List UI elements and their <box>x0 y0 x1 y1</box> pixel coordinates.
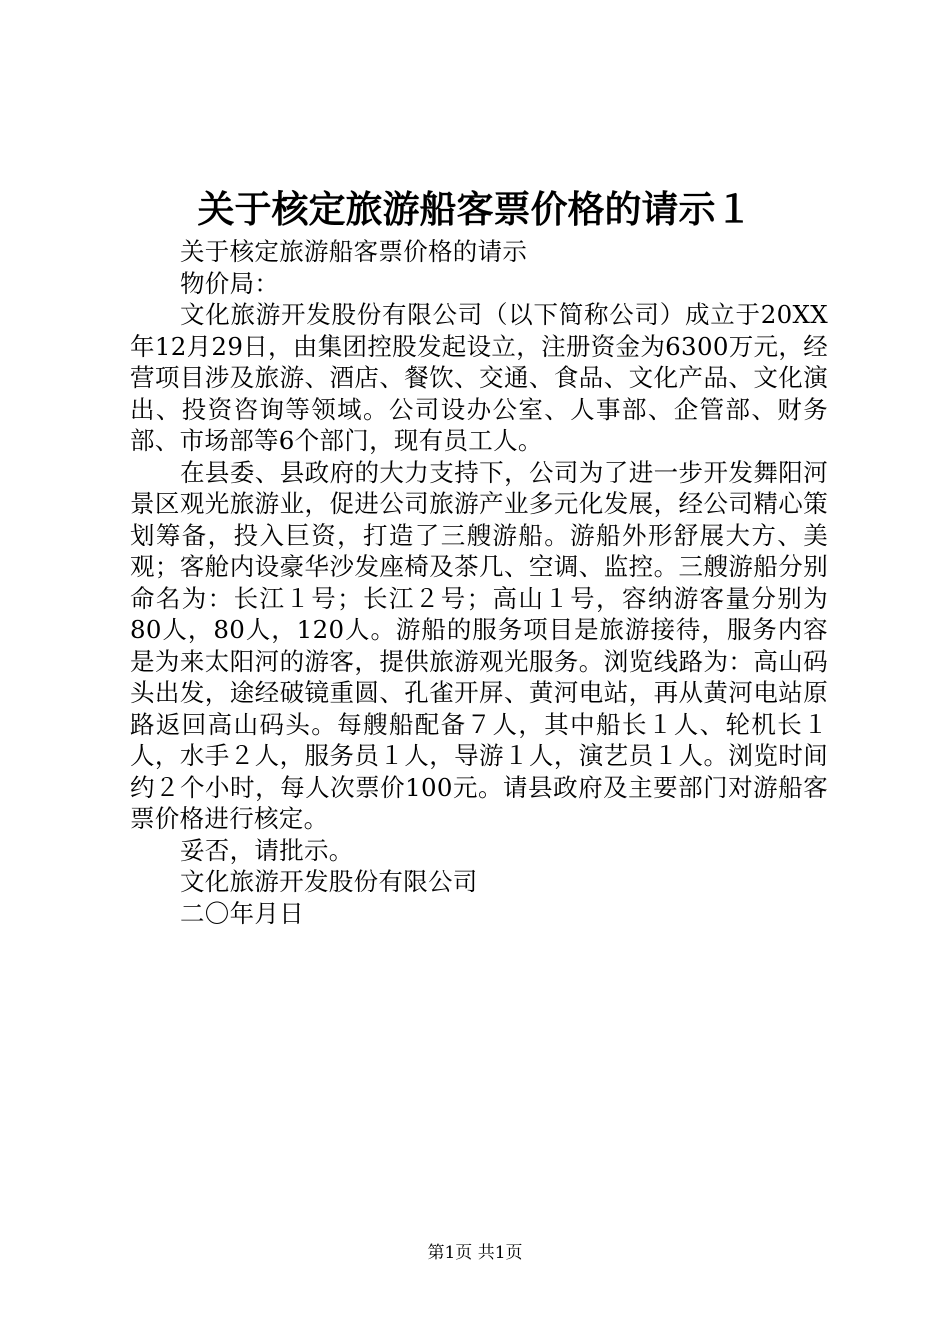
recipient-line: 物价局： <box>180 268 280 298</box>
document-body <box>130 236 828 929</box>
request-approval-line: 妥否，请批示。 <box>180 835 354 865</box>
document-title: 关于核定旅游船客票价格的请示１ <box>197 187 753 231</box>
company-intro-paragraph: 文化旅游开发股份有限公司（以下简称公司）成立于20XX年12月29日，由集团控股发起设立，注册资金为6300万元，经营项目涉及旅游、酒店、餐饮、交通、食品、文化产品、文化演出、投资咨询等领域。公司设办公室、人事部、企管部、财务部、市场部等6个部门，现有员工人。 <box>130 300 828 455</box>
signature-company: 文化旅游开发股份有限公司 <box>180 867 478 896</box>
signature-date: 二〇年月日 <box>180 898 304 928</box>
cruise-details-paragraph: 在县委、县政府的大力支持下，公司为了进一步开发舞阳河景区观光旅游业，促进公司旅游产业多元化发展，经公司精心策划筹备，投入巨资，打造了三艘游船。游船外形舒展大方、美观；客舱内设豪华沙发座椅及茶几、空调、监控。三艘游船分别命名为：长江１号；长江２号；高山１号，容纳游客量分别为80人，80人，120人。游船的服务项目是旅游接待，服务内容是为来太阳河的游客，提供旅游观光服务。浏览线路为：高山码头出发，途经破镜重圆、孔雀开屏、黄河电站，再从黄河电站原路返回高山码头。每艘船配备７人，其中船长１人、轮机长１人，水手２人，服务员１人，导游１人，演艺员１人。浏览时间约２个小时，每人次票价100元。请县政府及主要部门对游船客票价格进行核定。 <box>130 457 828 833</box>
page-number-footer: 第1页 共1页 <box>427 1243 523 1263</box>
subject-line: 关于核定旅游船客票价格的请示 <box>180 237 528 266</box>
